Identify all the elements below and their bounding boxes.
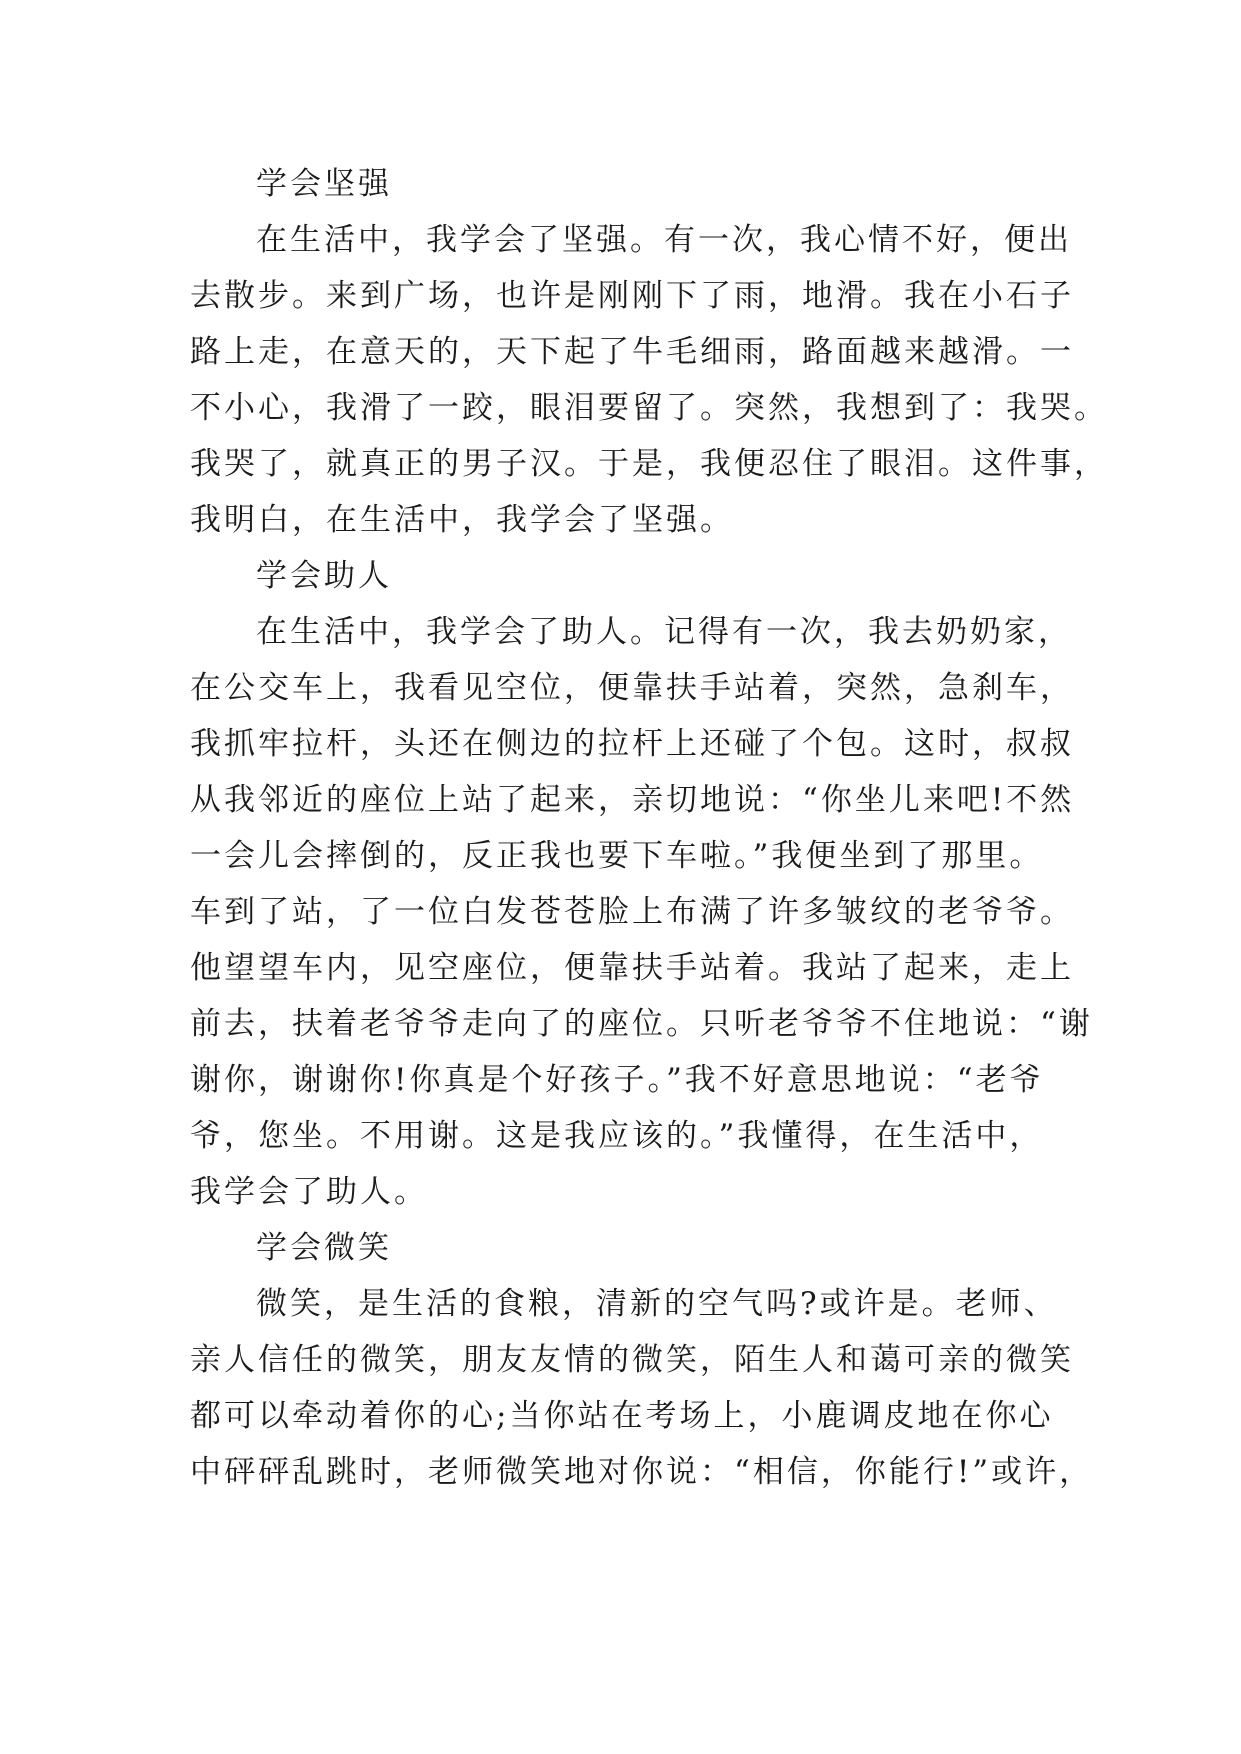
heading-learn-help: 学会助人 — [256, 558, 392, 594]
paragraph-line: 去散步。来到广场，也许是刚刚下了雨，地滑。我在小石子 — [190, 278, 1074, 314]
paragraph-line: 我明白，在生活中，我学会了坚强。 — [190, 502, 734, 538]
paragraph-line: 爷，您坐。不用谢。这是我应该的。”我懂得，在生活中， — [190, 1118, 1044, 1154]
paragraph-line: 谢你，谢谢你!你真是个好孩子。”我不好意思地说：“老爷 — [190, 1062, 1044, 1098]
paragraph-line: 一会儿会摔倒的，反正我也要下车啦。”我便坐到了那里。 — [190, 838, 1044, 874]
paragraph-line: 我哭了，就真正的男子汉。于是，我便忍住了眼泪。这件事， — [190, 446, 1108, 482]
paragraph-line: 车到了站，了一位白发苍苍脸上布满了许多皱纹的老爷爷。 — [190, 894, 1074, 930]
paragraph-line: 路上走，在意天的，天下起了牛毛细雨，路面越来越滑。一 — [190, 334, 1074, 370]
paragraph-line: 我抓牢拉杆，头还在侧边的拉杆上还碰了个包。这时，叔叔 — [190, 726, 1074, 762]
paragraph-line: 我学会了助人。 — [190, 1174, 428, 1210]
paragraph-line: 他望望车内，见空座位，便靠扶手站着。我站了起来，走上 — [190, 950, 1074, 986]
paragraph-line: 都可以牵动着你的心;当你站在考场上，小鹿调皮地在你心 — [190, 1398, 1054, 1434]
paragraph-line: 从我邻近的座位上站了起来，亲切地说：“你坐儿来吧!不然 — [190, 782, 1075, 818]
paragraph-line: 微笑，是生活的食粮，清新的空气吗?或许是。老师、 — [256, 1286, 1058, 1322]
paragraph-line: 前去，扶着老爷爷走向了的座位。只听老爷爷不住地说：“谢 — [190, 1006, 1093, 1042]
paragraph-line: 亲人信任的微笑，朋友友情的微笑，陌生人和蔼可亲的微笑 — [190, 1342, 1074, 1378]
paragraph-line: 不小心，我滑了一跤，眼泪要留了。突然，我想到了：我哭。 — [190, 390, 1108, 426]
heading-learn-smile: 学会微笑 — [256, 1230, 392, 1266]
paragraph-line: 在生活中，我学会了坚强。有一次，我心情不好，便出 — [256, 222, 1072, 258]
paragraph-line: 中砰砰乱跳时，老师微笑地对你说：“相信，你能行!”或许， — [190, 1454, 1094, 1490]
paragraph-line: 在公交车上，我看见空位，便靠扶手站着，突然，急刹车， — [190, 670, 1074, 706]
heading-learn-strong: 学会坚强 — [256, 166, 392, 202]
paragraph-line: 在生活中，我学会了助人。记得有一次，我去奶奶家， — [256, 614, 1072, 650]
